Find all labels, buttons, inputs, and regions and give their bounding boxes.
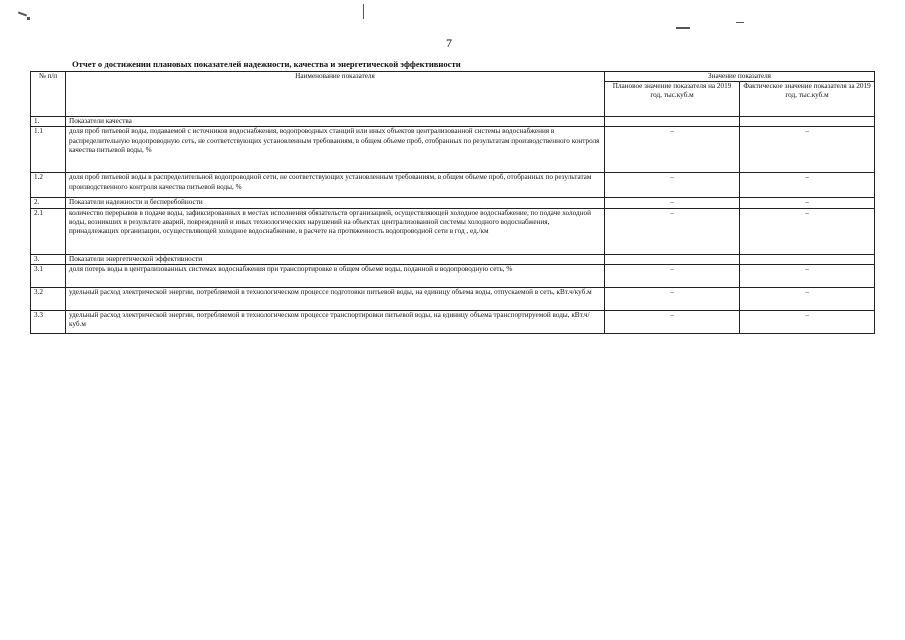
table-row: [31, 264, 875, 287]
table-row: [31, 173, 875, 198]
scan-speck-top-right: [676, 27, 690, 29]
row-plan-value: –: [605, 173, 740, 198]
row-plan-value: [605, 254, 740, 264]
row-fact-value: –: [740, 310, 875, 333]
header-fact: Фактическое значение показателя за 2019 год, тыс.куб.м: [740, 82, 875, 117]
header-num: № п/п: [31, 72, 66, 117]
scan-speck-top-left-2: [27, 17, 30, 20]
report-title: Отчет о достижении плановых показателей надежности, качества и энергетической эффективности: [72, 59, 461, 69]
row-fact-value: [740, 117, 875, 127]
row-fact-value: –: [740, 127, 875, 173]
row-fact-value: [740, 254, 875, 264]
row-plan-value: –: [605, 287, 740, 310]
row-fact-value: –: [740, 264, 875, 287]
header-value-group: Значение показателя: [605, 72, 875, 82]
table-row: [31, 117, 875, 127]
row-fact-value: –: [740, 287, 875, 310]
row-name: удельный расход электрической энергии, потребляемой в технологическом процессе транспортировки питьевой воды, на единицу объема транспортируемой воды, кВт.ч/куб.м: [66, 310, 605, 333]
scan-speck-top-right-2: [736, 22, 744, 23]
row-plan-value: –: [605, 208, 740, 254]
row-plan-value: [605, 117, 740, 127]
row-plan-value: –: [605, 127, 740, 173]
page-number: 7: [446, 36, 452, 50]
row-plan-value: –: [605, 264, 740, 287]
row-number: 3.2: [31, 287, 66, 310]
scan-tick-top-center: [363, 4, 364, 19]
row-number: 3.1: [31, 264, 66, 287]
table-row: [31, 310, 875, 333]
indicators-table: [30, 71, 875, 334]
row-name: удельный расход электрической энергии, потребляемой в технологическом процессе подготовки питьевой воды, на единицу объема воды, отпускаемой в сеть, кВт.ч/куб.м: [66, 287, 605, 310]
row-name: доля проб питьевой воды в распределительной водопроводной сети, не соответствующих установленным требованиям, в общем объеме проб, отобранных по результатам производственного контроля качества питьевой воды, %: [66, 173, 605, 198]
row-name: доля проб питьевой воды, подаваемой с источников водоснабжения, водопроводных станций или иных объектов централизованной системы водоснабжения в распределительную водопроводную сеть, не соответствующих установленным требованиям, в общем объеме проб, отобранных по результатам производственного контроля качества питьевой воды, %: [66, 127, 605, 173]
row-number: 1.2: [31, 173, 66, 198]
row-fact-value: –: [740, 198, 875, 208]
header-name: Наименование показателя: [66, 72, 605, 117]
row-number: 3.: [31, 254, 66, 264]
row-plan-value: –: [605, 198, 740, 208]
header-row-1: [31, 72, 875, 82]
table-row: [31, 127, 875, 173]
row-fact-value: –: [740, 173, 875, 198]
table-row: [31, 208, 875, 254]
row-number: 1.1: [31, 127, 66, 173]
header-plan: Плановое значение показателя на 2019 год, тыс.куб.м: [605, 82, 740, 117]
row-name: Показатели качества: [66, 117, 605, 127]
row-name: Показатели надежности и бесперебойности: [66, 198, 605, 208]
row-name: Показатели энергетической эффективности: [66, 254, 605, 264]
row-name: доля потерь воды в централизованных системах водоснабжения при транспортировке в общем объеме воды, поданной в водопроводную сеть, %: [66, 264, 605, 287]
row-fact-value: –: [740, 208, 875, 254]
table-row: [31, 287, 875, 310]
row-number: 1.: [31, 117, 66, 127]
row-name: количество перерывов в подаче воды, зафиксированных в местах исполнения обязательств организацией, осуществляющей холодное водоснабжение, по подаче холодной воды, возникших в результате аварий, повреждений и иных технологических нарушений на объектах централизованной системы холодного водоснабжения, принадлежащих организации, осуществляющей холодное водоснабжение, в расчете на протяженность водопроводной сети в год , ед./км: [66, 208, 605, 254]
row-number: 2.: [31, 198, 66, 208]
row-plan-value: –: [605, 310, 740, 333]
table-row: [31, 254, 875, 264]
scan-speck-top-left: [18, 12, 27, 17]
row-number: 2.1: [31, 208, 66, 254]
row-number: 3.3: [31, 310, 66, 333]
table-row: [31, 198, 875, 208]
